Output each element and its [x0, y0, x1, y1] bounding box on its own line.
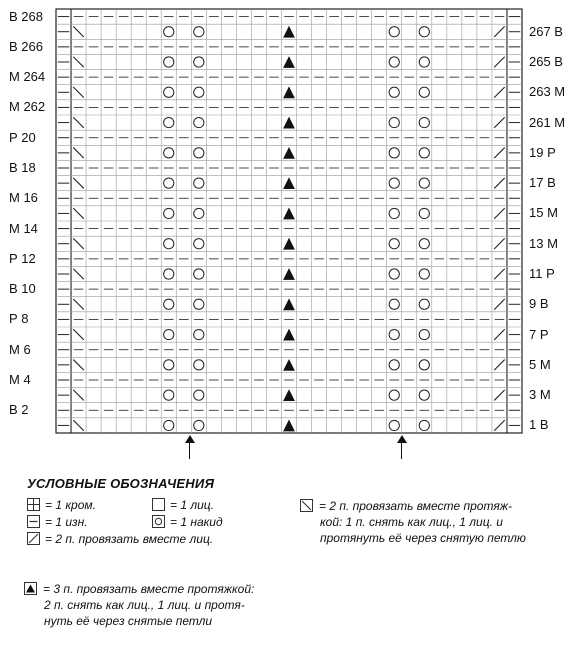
- row-label-right: 17 В: [529, 175, 556, 191]
- edge-stitch-icon: [27, 498, 40, 511]
- row-label-left: М 262: [9, 99, 46, 115]
- legend-yarn-over-text: = 1 накид: [170, 515, 223, 529]
- yarn-over-mark: [164, 269, 174, 279]
- yarn-over-mark: [194, 117, 204, 127]
- legend-k2tog-text: = 2 п. провязать вместе лиц.: [45, 532, 214, 546]
- legend-dec3-text-1: = 3 п. провязать вместе протяжкой:: [43, 582, 255, 596]
- yarn-over-mark: [164, 208, 174, 218]
- yarn-over-mark: [419, 239, 429, 249]
- yarn-over-mark: [419, 117, 429, 127]
- yarn-over-mark: [164, 27, 174, 37]
- yarn-over-mark: [419, 360, 429, 370]
- yarn-over-mark: [164, 299, 174, 309]
- yarn-over-mark: [164, 360, 174, 370]
- yarn-over-mark: [389, 420, 399, 430]
- row-label-right: 267 В: [529, 23, 563, 39]
- legend-dec3-text-3: нуть её через снятые петли: [44, 614, 213, 628]
- yarn-over-mark: [419, 87, 429, 97]
- row-label-left: В 2: [9, 402, 29, 418]
- row-label-left: М 6: [9, 341, 31, 357]
- row-label-right: 265 В: [529, 54, 563, 69]
- legend-edge-text: = 1 кром.: [45, 498, 96, 512]
- row-label-right: 3 М: [529, 387, 551, 403]
- row-label-right: 11 Р: [529, 266, 555, 281]
- yarn-over-mark: [389, 87, 399, 97]
- legend-dec3-text-2: 2 п. снять как лиц., 1 лиц. и протя-: [44, 598, 245, 612]
- yarn-over-mark: [389, 117, 399, 127]
- legend-ssk-text-3: протянуть её через снятую петлю: [320, 531, 526, 545]
- row-label-left: М 4: [9, 372, 31, 387]
- row-label-left: М 264: [9, 69, 46, 85]
- yarn-over-mark: [419, 299, 429, 309]
- yarn-over-mark: [194, 390, 204, 400]
- yarn-over-mark: [194, 57, 204, 67]
- row-label-left: В 10: [9, 281, 36, 297]
- legend-k2tog: [27, 532, 213, 547]
- yarn-over-mark: [419, 390, 429, 400]
- purl-stitch-icon: [27, 515, 40, 528]
- row-label-right: 5 М: [529, 356, 551, 372]
- yarn-over-mark: [389, 329, 399, 339]
- legend-ssk-text-1: = 2 п. провязать вместе протяж-: [319, 499, 512, 513]
- yarn-over-mark: [419, 208, 429, 218]
- row-label-left: В 268: [9, 8, 43, 24]
- yarn-over-mark: [389, 390, 399, 400]
- row-label-left: Р 20: [9, 129, 36, 145]
- yarn-over-mark: [164, 239, 174, 249]
- yarn-over-mark: [164, 390, 174, 400]
- yarn-over-mark: [389, 299, 399, 309]
- arrow-up-icon: [397, 435, 407, 459]
- yarn-over-mark: [389, 57, 399, 67]
- yarn-over-mark: [194, 148, 204, 158]
- legend-knit: [152, 498, 214, 513]
- row-label-right: 9 В: [529, 296, 549, 312]
- row-label-left: Р 8: [9, 311, 29, 327]
- legend-edge: [27, 498, 96, 513]
- yarn-over-mark: [419, 27, 429, 37]
- yarn-over-mark: [419, 420, 429, 430]
- yarn-over-mark: [419, 148, 429, 158]
- double-decrease-icon: [24, 582, 37, 595]
- legend-ssk: [300, 498, 526, 546]
- yarn-over-mark: [164, 117, 174, 127]
- legend-knit-text: = 1 лиц.: [170, 498, 214, 512]
- yarn-over-mark: [194, 420, 204, 430]
- row-label-right: 1 В: [529, 417, 549, 433]
- row-label-right: 19 Р: [529, 144, 556, 160]
- row-label-right: 13 М: [529, 235, 558, 251]
- yarn-over-mark: [194, 208, 204, 218]
- row-label-right: 7 Р: [529, 326, 549, 342]
- yarn-over-mark: [419, 178, 429, 188]
- yarn-over-mark: [164, 57, 174, 67]
- arrow-up-icon: [185, 435, 195, 459]
- legend-title: УСЛОВНЫЕ ОБОЗНАЧЕНИЯ: [27, 476, 215, 491]
- k2tog-icon: [27, 532, 40, 545]
- yarn-over-mark: [389, 178, 399, 188]
- yarn-over-mark: [194, 239, 204, 249]
- yarn-over-mark: [194, 269, 204, 279]
- row-label-right: 261 М: [529, 114, 566, 130]
- row-label-left: М 14: [9, 220, 38, 236]
- yarn-over-mark: [164, 329, 174, 339]
- yarn-over-mark: [419, 329, 429, 339]
- yarn-over-mark: [194, 299, 204, 309]
- legend: [0, 470, 582, 646]
- yarn-over-mark: [164, 420, 174, 430]
- yarn-over-mark: [389, 239, 399, 249]
- yarn-over-mark: [389, 208, 399, 218]
- yarn-over-mark: [164, 148, 174, 158]
- legend-ssk-text-2: кой: 1 п. снять как лиц., 1 лиц. и: [320, 515, 503, 529]
- legend-purl-text: = 1 изн.: [45, 515, 88, 529]
- row-label-left: В 266: [9, 38, 43, 54]
- yarn-over-mark: [389, 27, 399, 37]
- yarn-over-mark: [389, 269, 399, 279]
- row-label-right: 263 М: [529, 84, 566, 100]
- knit-stitch-icon: [152, 498, 165, 511]
- row-label-left: Р 12: [9, 250, 36, 266]
- yarn-over-mark: [194, 360, 204, 370]
- yarn-over-icon: [152, 515, 165, 528]
- yarn-over-mark: [194, 329, 204, 339]
- yarn-over-mark: [419, 269, 429, 279]
- yarn-over-mark: [194, 27, 204, 37]
- legend-yarn-over: [152, 515, 223, 530]
- row-label-right: 15 М: [529, 205, 558, 221]
- ssk-icon: [300, 499, 313, 512]
- yarn-over-mark: [389, 148, 399, 158]
- legend-purl: [27, 515, 88, 530]
- yarn-over-mark: [164, 178, 174, 188]
- yarn-over-mark: [194, 87, 204, 97]
- row-label-left: В 18: [9, 160, 36, 175]
- row-label-left: М 16: [9, 190, 38, 206]
- yarn-over-mark: [164, 87, 174, 97]
- yarn-over-mark: [194, 178, 204, 188]
- yarn-over-mark: [419, 57, 429, 67]
- yarn-over-mark: [389, 360, 399, 370]
- legend-dec3: [24, 581, 254, 629]
